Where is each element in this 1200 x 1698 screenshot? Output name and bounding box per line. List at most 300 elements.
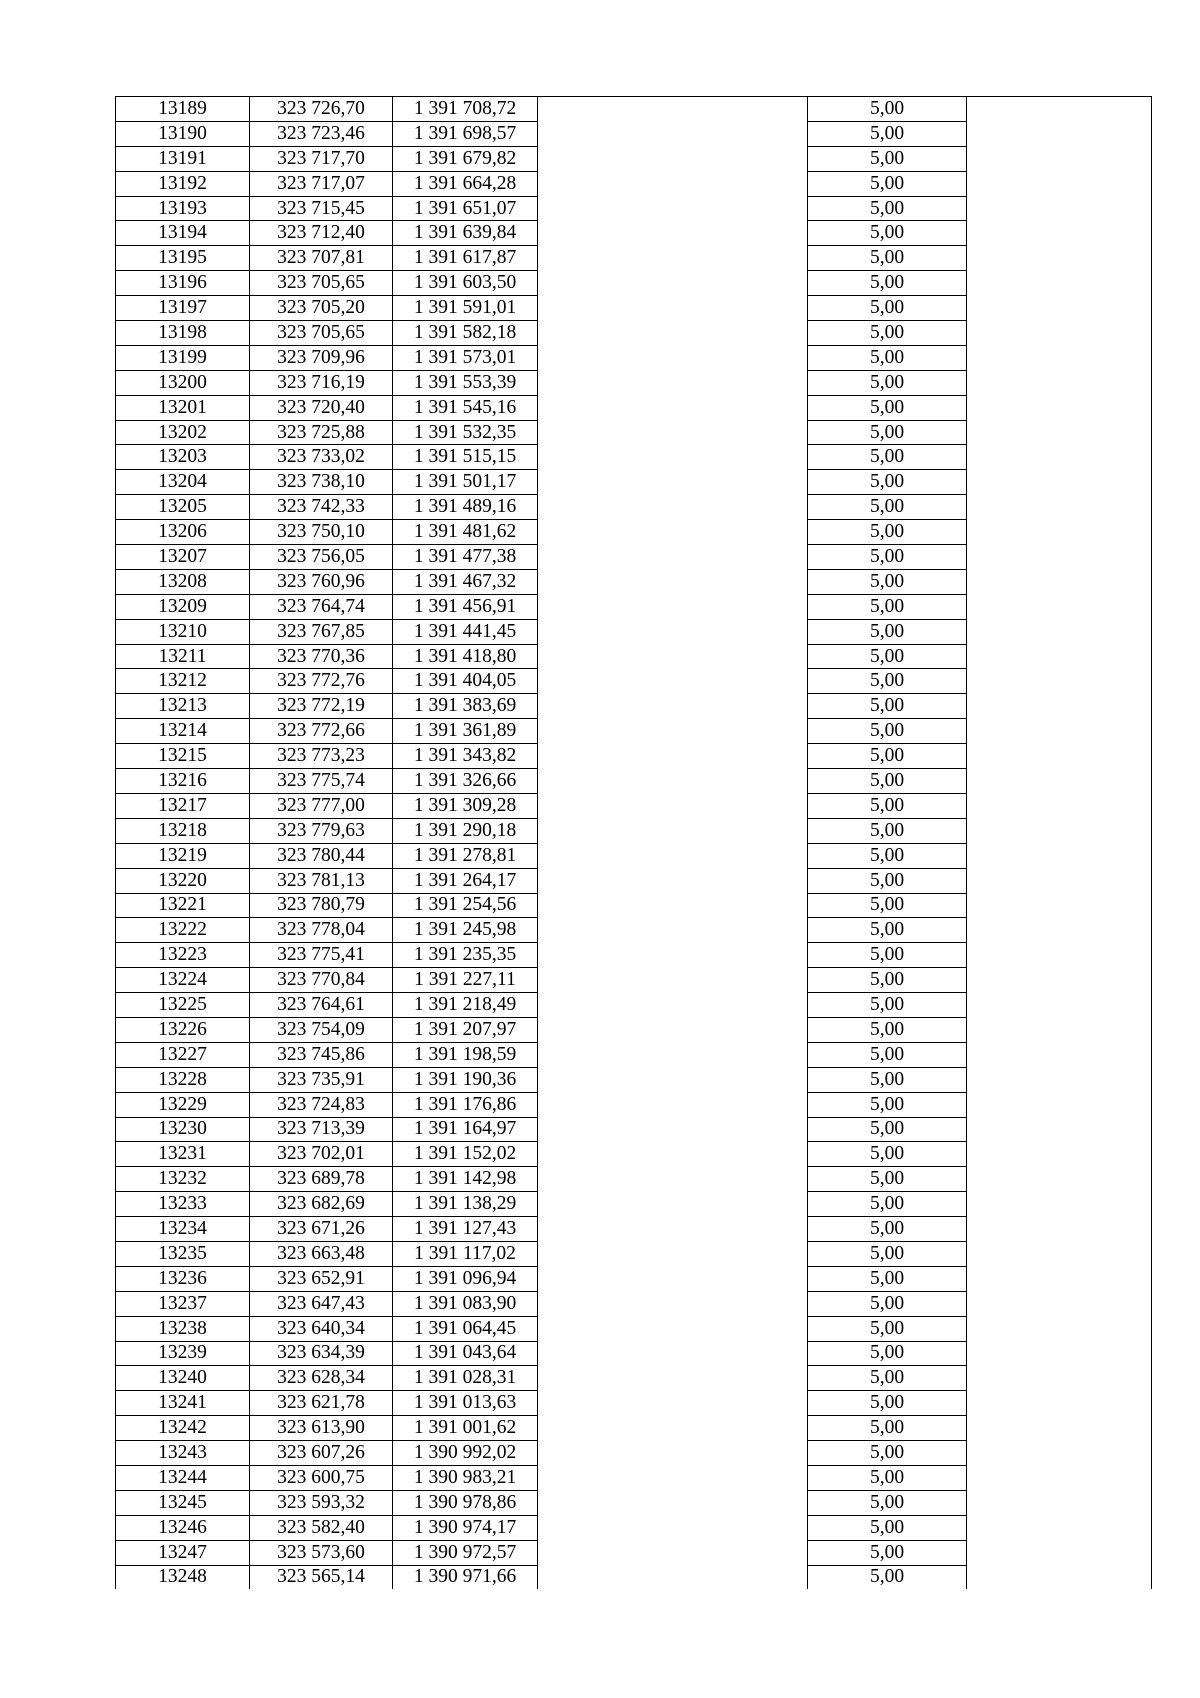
point-number-cell: 13193 (116, 196, 250, 221)
y-coordinate-cell: 1 391 227,11 (393, 968, 538, 993)
y-coordinate-cell: 1 391 198,59 (393, 1042, 538, 1067)
empty-cell (538, 321, 808, 346)
empty-cell (967, 993, 1152, 1018)
y-coordinate-cell: 1 390 971,66 (393, 1565, 538, 1589)
value-cell: 5,00 (808, 818, 967, 843)
empty-cell (538, 1142, 808, 1167)
empty-cell (538, 769, 808, 794)
value-cell: 5,00 (808, 470, 967, 495)
point-number-cell: 13238 (116, 1316, 250, 1341)
x-coordinate-cell: 323 742,33 (250, 495, 393, 520)
point-number-cell: 13215 (116, 744, 250, 769)
empty-cell (967, 97, 1152, 122)
y-coordinate-cell: 1 391 013,63 (393, 1391, 538, 1416)
x-coordinate-cell: 323 760,96 (250, 569, 393, 594)
x-coordinate-cell: 323 613,90 (250, 1416, 393, 1441)
x-coordinate-cell: 323 772,76 (250, 669, 393, 694)
y-coordinate-cell: 1 391 245,98 (393, 918, 538, 943)
point-number-cell: 13233 (116, 1192, 250, 1217)
empty-cell (538, 619, 808, 644)
empty-cell (967, 1266, 1152, 1291)
empty-cell (967, 545, 1152, 570)
empty-cell (538, 97, 808, 122)
point-number-cell: 13241 (116, 1391, 250, 1416)
value-cell: 5,00 (808, 968, 967, 993)
x-coordinate-cell: 323 772,19 (250, 694, 393, 719)
table-row (116, 744, 1152, 769)
x-coordinate-cell: 323 640,34 (250, 1316, 393, 1341)
table-row (116, 171, 1152, 196)
table-row (116, 1441, 1152, 1466)
empty-cell (967, 644, 1152, 669)
y-coordinate-cell: 1 391 545,16 (393, 395, 538, 420)
x-coordinate-cell: 323 738,10 (250, 470, 393, 495)
table-row (116, 893, 1152, 918)
value-cell: 5,00 (808, 1117, 967, 1142)
y-coordinate-cell: 1 391 164,97 (393, 1117, 538, 1142)
x-coordinate-cell: 323 723,46 (250, 121, 393, 146)
table-row (116, 221, 1152, 246)
point-number-cell: 13245 (116, 1490, 250, 1515)
point-number-cell: 13208 (116, 569, 250, 594)
table-row (116, 1142, 1152, 1167)
empty-cell (538, 943, 808, 968)
table-row (116, 943, 1152, 968)
value-cell: 5,00 (808, 1366, 967, 1391)
y-coordinate-cell: 1 390 972,57 (393, 1540, 538, 1565)
y-coordinate-cell: 1 391 532,35 (393, 420, 538, 445)
empty-cell (967, 1416, 1152, 1441)
table-row (116, 1316, 1152, 1341)
value-cell: 5,00 (808, 1241, 967, 1266)
table-row (116, 1266, 1152, 1291)
point-number-cell: 13198 (116, 321, 250, 346)
y-coordinate-cell: 1 390 992,02 (393, 1441, 538, 1466)
x-coordinate-cell: 323 712,40 (250, 221, 393, 246)
table-row (116, 694, 1152, 719)
table-row (116, 1192, 1152, 1217)
y-coordinate-cell: 1 391 467,32 (393, 569, 538, 594)
point-number-cell: 13210 (116, 619, 250, 644)
point-number-cell: 13201 (116, 395, 250, 420)
value-cell: 5,00 (808, 1167, 967, 1192)
y-coordinate-cell: 1 391 698,57 (393, 121, 538, 146)
empty-cell (538, 1192, 808, 1217)
x-coordinate-cell: 323 726,70 (250, 97, 393, 122)
x-coordinate-cell: 323 781,13 (250, 868, 393, 893)
x-coordinate-cell: 323 750,10 (250, 520, 393, 545)
point-number-cell: 13236 (116, 1266, 250, 1291)
empty-cell (538, 171, 808, 196)
empty-cell (967, 594, 1152, 619)
value-cell: 5,00 (808, 1017, 967, 1042)
x-coordinate-cell: 323 689,78 (250, 1167, 393, 1192)
empty-cell (967, 1142, 1152, 1167)
table-row (116, 669, 1152, 694)
value-cell: 5,00 (808, 1565, 967, 1589)
x-coordinate-cell: 323 745,86 (250, 1042, 393, 1067)
y-coordinate-cell: 1 391 501,17 (393, 470, 538, 495)
empty-cell (967, 1341, 1152, 1366)
empty-cell (967, 1490, 1152, 1515)
x-coordinate-cell: 323 573,60 (250, 1540, 393, 1565)
value-cell: 5,00 (808, 1540, 967, 1565)
empty-cell (967, 868, 1152, 893)
empty-cell (967, 1291, 1152, 1316)
empty-cell (967, 1192, 1152, 1217)
empty-cell (538, 918, 808, 943)
y-coordinate-cell: 1 391 064,45 (393, 1316, 538, 1341)
table-row (116, 196, 1152, 221)
empty-cell (538, 1042, 808, 1067)
y-coordinate-cell: 1 391 477,38 (393, 545, 538, 570)
empty-cell (538, 146, 808, 171)
x-coordinate-cell: 323 770,36 (250, 644, 393, 669)
x-coordinate-cell: 323 707,81 (250, 246, 393, 271)
y-coordinate-cell: 1 391 290,18 (393, 818, 538, 843)
point-number-cell: 13212 (116, 669, 250, 694)
table-row (116, 1465, 1152, 1490)
x-coordinate-cell: 323 663,48 (250, 1241, 393, 1266)
value-cell: 5,00 (808, 1067, 967, 1092)
empty-cell (538, 1416, 808, 1441)
value-cell: 5,00 (808, 545, 967, 570)
point-number-cell: 13228 (116, 1067, 250, 1092)
y-coordinate-cell: 1 391 441,45 (393, 619, 538, 644)
x-coordinate-cell: 323 682,69 (250, 1192, 393, 1217)
point-number-cell: 13199 (116, 345, 250, 370)
empty-cell (967, 1515, 1152, 1540)
empty-cell (967, 1565, 1152, 1589)
empty-cell (538, 370, 808, 395)
empty-cell (538, 1366, 808, 1391)
x-coordinate-cell: 323 777,00 (250, 793, 393, 818)
point-number-cell: 13230 (116, 1117, 250, 1142)
y-coordinate-cell: 1 391 309,28 (393, 793, 538, 818)
y-coordinate-cell: 1 391 043,64 (393, 1341, 538, 1366)
table-row (116, 644, 1152, 669)
empty-cell (967, 1042, 1152, 1067)
table-row (116, 968, 1152, 993)
table-row (116, 1167, 1152, 1192)
empty-cell (967, 1465, 1152, 1490)
x-coordinate-cell: 323 717,70 (250, 146, 393, 171)
empty-cell (538, 644, 808, 669)
table-row (116, 1092, 1152, 1117)
point-number-cell: 13213 (116, 694, 250, 719)
value-cell: 5,00 (808, 669, 967, 694)
y-coordinate-cell: 1 391 639,84 (393, 221, 538, 246)
empty-cell (967, 196, 1152, 221)
y-coordinate-cell: 1 391 456,91 (393, 594, 538, 619)
empty-cell (538, 1565, 808, 1589)
value-cell: 5,00 (808, 1341, 967, 1366)
table-row (116, 420, 1152, 445)
y-coordinate-cell: 1 391 083,90 (393, 1291, 538, 1316)
empty-cell (967, 1117, 1152, 1142)
empty-cell (967, 246, 1152, 271)
table-row (116, 918, 1152, 943)
x-coordinate-cell: 323 764,74 (250, 594, 393, 619)
empty-cell (538, 1167, 808, 1192)
empty-cell (538, 1316, 808, 1341)
table-row (116, 569, 1152, 594)
table-row (116, 296, 1152, 321)
y-coordinate-cell: 1 391 582,18 (393, 321, 538, 346)
empty-cell (967, 1391, 1152, 1416)
x-coordinate-cell: 323 621,78 (250, 1391, 393, 1416)
value-cell: 5,00 (808, 893, 967, 918)
x-coordinate-cell: 323 600,75 (250, 1465, 393, 1490)
empty-cell (967, 1217, 1152, 1242)
y-coordinate-cell: 1 391 481,62 (393, 520, 538, 545)
empty-cell (538, 1391, 808, 1416)
point-number-cell: 13232 (116, 1167, 250, 1192)
empty-cell (538, 345, 808, 370)
value-cell: 5,00 (808, 1142, 967, 1167)
table-row (116, 619, 1152, 644)
point-number-cell: 13227 (116, 1042, 250, 1067)
value-cell: 5,00 (808, 345, 967, 370)
value-cell: 5,00 (808, 569, 967, 594)
empty-cell (967, 818, 1152, 843)
value-cell: 5,00 (808, 196, 967, 221)
table-row (116, 445, 1152, 470)
x-coordinate-cell: 323 756,05 (250, 545, 393, 570)
empty-cell (967, 271, 1152, 296)
empty-cell (967, 719, 1152, 744)
y-coordinate-cell: 1 391 190,36 (393, 1067, 538, 1092)
y-coordinate-cell: 1 391 028,31 (393, 1366, 538, 1391)
empty-cell (967, 669, 1152, 694)
value-cell: 5,00 (808, 97, 967, 122)
x-coordinate-cell: 323 775,41 (250, 943, 393, 968)
value-cell: 5,00 (808, 445, 967, 470)
value-cell: 5,00 (808, 918, 967, 943)
table-row (116, 868, 1152, 893)
y-coordinate-cell: 1 391 001,62 (393, 1416, 538, 1441)
empty-cell (538, 1465, 808, 1490)
empty-cell (538, 271, 808, 296)
point-number-cell: 13216 (116, 769, 250, 794)
x-coordinate-cell: 323 725,88 (250, 420, 393, 445)
table-row (116, 719, 1152, 744)
empty-cell (538, 196, 808, 221)
table-row (116, 370, 1152, 395)
y-coordinate-cell: 1 391 603,50 (393, 271, 538, 296)
table-row (116, 1490, 1152, 1515)
value-cell: 5,00 (808, 1316, 967, 1341)
x-coordinate-cell: 323 705,20 (250, 296, 393, 321)
x-coordinate-cell: 323 565,14 (250, 1565, 393, 1589)
point-number-cell: 13203 (116, 445, 250, 470)
x-coordinate-cell: 323 733,02 (250, 445, 393, 470)
empty-cell (967, 1241, 1152, 1266)
y-coordinate-cell: 1 391 383,69 (393, 694, 538, 719)
empty-cell (967, 843, 1152, 868)
empty-cell (538, 495, 808, 520)
x-coordinate-cell: 323 770,84 (250, 968, 393, 993)
value-cell: 5,00 (808, 495, 967, 520)
point-number-cell: 13190 (116, 121, 250, 146)
empty-cell (967, 1067, 1152, 1092)
y-coordinate-cell: 1 391 138,29 (393, 1192, 538, 1217)
value-cell: 5,00 (808, 1441, 967, 1466)
point-number-cell: 13197 (116, 296, 250, 321)
x-coordinate-cell: 323 652,91 (250, 1266, 393, 1291)
point-number-cell: 13211 (116, 644, 250, 669)
x-coordinate-cell: 323 778,04 (250, 918, 393, 943)
value-cell: 5,00 (808, 619, 967, 644)
value-cell: 5,00 (808, 843, 967, 868)
value-cell: 5,00 (808, 296, 967, 321)
y-coordinate-cell: 1 391 117,02 (393, 1241, 538, 1266)
empty-cell (538, 395, 808, 420)
empty-cell (967, 146, 1152, 171)
coordinates-table (115, 96, 1152, 1589)
x-coordinate-cell: 323 671,26 (250, 1217, 393, 1242)
value-cell: 5,00 (808, 1291, 967, 1316)
value-cell: 5,00 (808, 520, 967, 545)
table-row (116, 1416, 1152, 1441)
empty-cell (967, 918, 1152, 943)
empty-cell (967, 943, 1152, 968)
point-number-cell: 13196 (116, 271, 250, 296)
empty-cell (538, 569, 808, 594)
empty-cell (967, 1441, 1152, 1466)
table-row (116, 818, 1152, 843)
table-row (116, 246, 1152, 271)
empty-cell (538, 1515, 808, 1540)
table-row (116, 1341, 1152, 1366)
empty-cell (538, 1540, 808, 1565)
x-coordinate-cell: 323 724,83 (250, 1092, 393, 1117)
table-row (116, 993, 1152, 1018)
empty-cell (538, 719, 808, 744)
point-number-cell: 13207 (116, 545, 250, 570)
x-coordinate-cell: 323 634,39 (250, 1341, 393, 1366)
empty-cell (967, 121, 1152, 146)
point-number-cell: 13235 (116, 1241, 250, 1266)
value-cell: 5,00 (808, 1042, 967, 1067)
table-row (116, 843, 1152, 868)
table-row (116, 1366, 1152, 1391)
x-coordinate-cell: 323 775,74 (250, 769, 393, 794)
value-cell: 5,00 (808, 793, 967, 818)
empty-cell (967, 171, 1152, 196)
table-row (116, 520, 1152, 545)
point-number-cell: 13220 (116, 868, 250, 893)
point-number-cell: 13226 (116, 1017, 250, 1042)
point-number-cell: 13248 (116, 1565, 250, 1589)
x-coordinate-cell: 323 607,26 (250, 1441, 393, 1466)
table-row (116, 395, 1152, 420)
empty-cell (967, 520, 1152, 545)
point-number-cell: 13223 (116, 943, 250, 968)
empty-cell (967, 420, 1152, 445)
value-cell: 5,00 (808, 719, 967, 744)
table-row (116, 1042, 1152, 1067)
x-coordinate-cell: 323 628,34 (250, 1366, 393, 1391)
point-number-cell: 13247 (116, 1540, 250, 1565)
value-cell: 5,00 (808, 1416, 967, 1441)
table-row (116, 1515, 1152, 1540)
x-coordinate-cell: 323 779,63 (250, 818, 393, 843)
x-coordinate-cell: 323 593,32 (250, 1490, 393, 1515)
point-number-cell: 13224 (116, 968, 250, 993)
empty-cell (538, 296, 808, 321)
empty-cell (967, 395, 1152, 420)
point-number-cell: 13244 (116, 1465, 250, 1490)
empty-cell (538, 470, 808, 495)
y-coordinate-cell: 1 390 978,86 (393, 1490, 538, 1515)
point-number-cell: 13214 (116, 719, 250, 744)
point-number-cell: 13219 (116, 843, 250, 868)
x-coordinate-cell: 323 705,65 (250, 321, 393, 346)
point-number-cell: 13195 (116, 246, 250, 271)
empty-cell (967, 1017, 1152, 1042)
point-number-cell: 13194 (116, 221, 250, 246)
y-coordinate-cell: 1 391 553,39 (393, 370, 538, 395)
y-coordinate-cell: 1 391 489,16 (393, 495, 538, 520)
table-row (116, 545, 1152, 570)
point-number-cell: 13237 (116, 1291, 250, 1316)
value-cell: 5,00 (808, 171, 967, 196)
point-number-cell: 13200 (116, 370, 250, 395)
y-coordinate-cell: 1 391 708,72 (393, 97, 538, 122)
empty-cell (538, 1067, 808, 1092)
empty-cell (967, 968, 1152, 993)
table-row (116, 121, 1152, 146)
y-coordinate-cell: 1 391 152,02 (393, 1142, 538, 1167)
empty-cell (538, 1217, 808, 1242)
x-coordinate-cell: 323 780,79 (250, 893, 393, 918)
empty-cell (538, 818, 808, 843)
empty-cell (538, 594, 808, 619)
value-cell: 5,00 (808, 594, 967, 619)
y-coordinate-cell: 1 391 278,81 (393, 843, 538, 868)
coordinates-table-body (116, 97, 1152, 1590)
empty-cell (967, 445, 1152, 470)
y-coordinate-cell: 1 391 361,89 (393, 719, 538, 744)
empty-cell (967, 1366, 1152, 1391)
y-coordinate-cell: 1 391 343,82 (393, 744, 538, 769)
y-coordinate-cell: 1 391 264,17 (393, 868, 538, 893)
y-coordinate-cell: 1 391 207,97 (393, 1017, 538, 1042)
value-cell: 5,00 (808, 1266, 967, 1291)
point-number-cell: 13221 (116, 893, 250, 918)
value-cell: 5,00 (808, 744, 967, 769)
empty-cell (967, 744, 1152, 769)
table-row (116, 793, 1152, 818)
empty-cell (538, 968, 808, 993)
value-cell: 5,00 (808, 943, 967, 968)
empty-cell (967, 370, 1152, 395)
empty-cell (538, 694, 808, 719)
empty-cell (967, 321, 1152, 346)
point-number-cell: 13218 (116, 818, 250, 843)
empty-cell (538, 993, 808, 1018)
empty-cell (967, 569, 1152, 594)
x-coordinate-cell: 323 717,07 (250, 171, 393, 196)
x-coordinate-cell: 323 716,19 (250, 370, 393, 395)
x-coordinate-cell: 323 767,85 (250, 619, 393, 644)
value-cell: 5,00 (808, 370, 967, 395)
table-row (116, 1565, 1152, 1589)
table-row (116, 146, 1152, 171)
y-coordinate-cell: 1 391 176,86 (393, 1092, 538, 1117)
table-row (116, 594, 1152, 619)
